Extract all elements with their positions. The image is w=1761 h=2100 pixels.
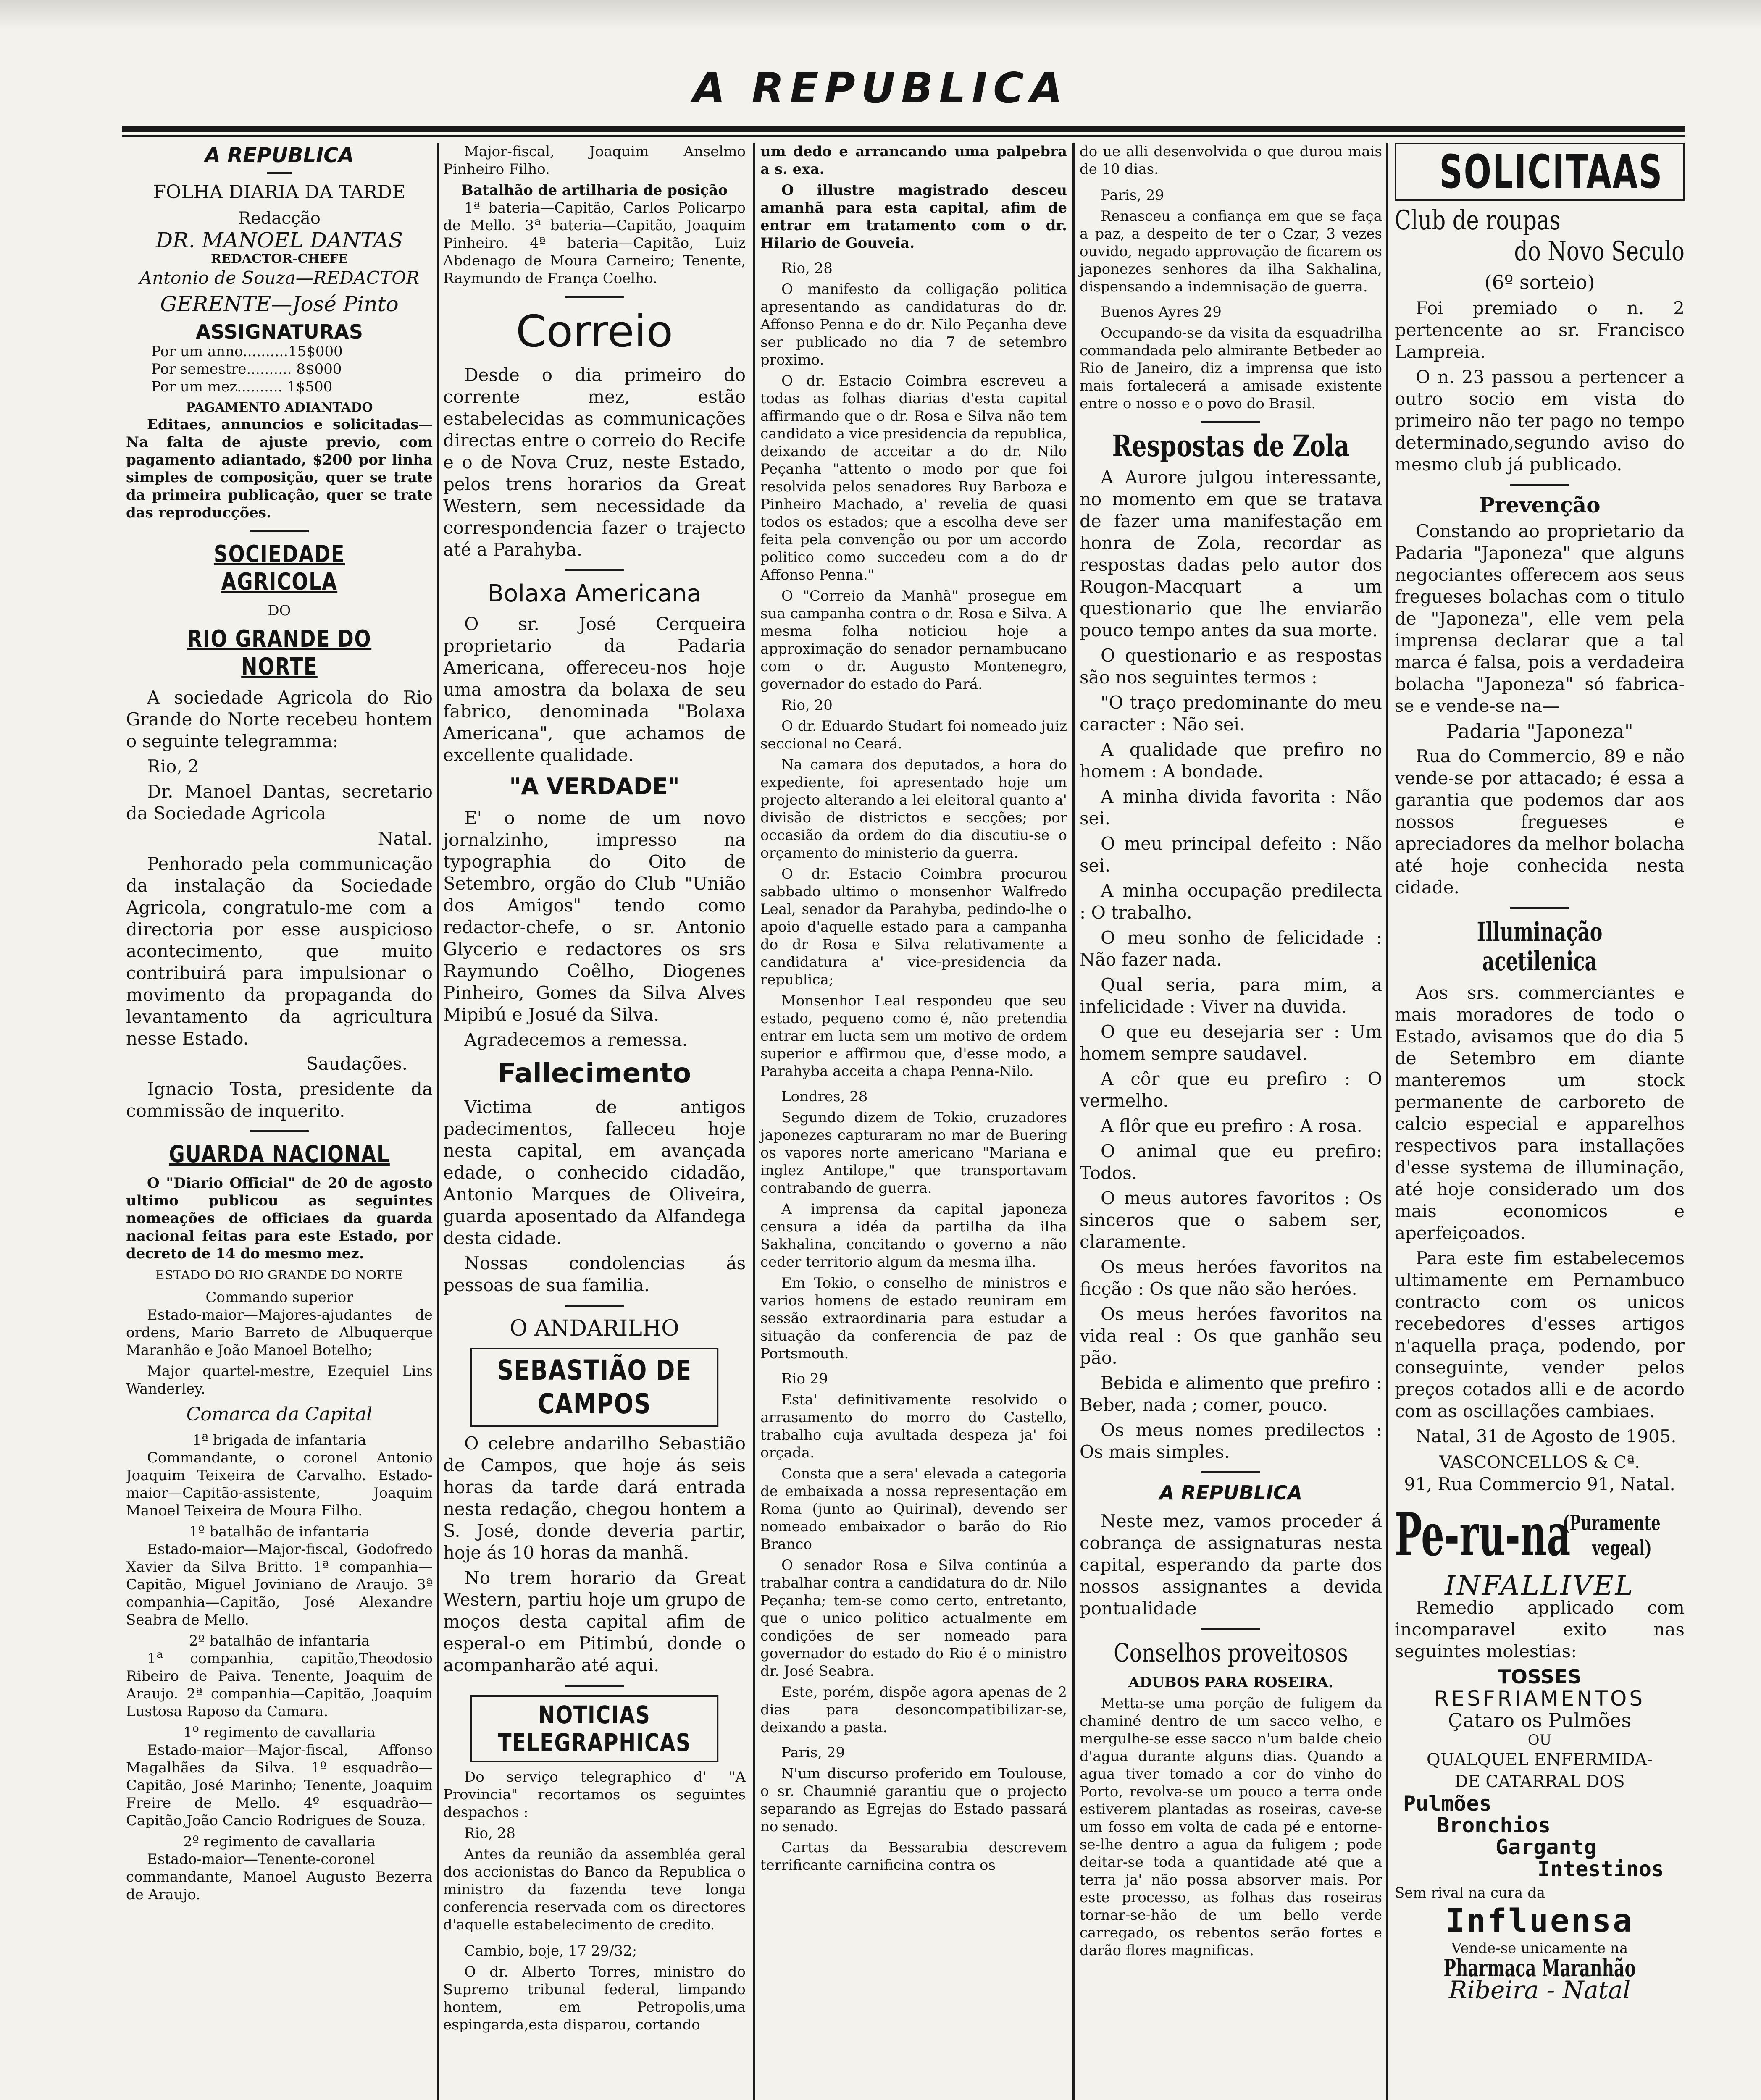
answer-line: A qualidade que prefiro no homem : A bondade. [1080,739,1382,782]
column-3 [756,143,1071,2100]
article-title: Bolaxa Americana [487,580,702,607]
answer-line: "O traço predominante do meu caracter : Não sei. [1080,692,1382,735]
paragraph: Constando ao proprietario da Padaria "Japoneza" que alguns negociantes offerecem aos seus fregueses bolachas com o titulo de "Japoneza", elle vem pela imprensa declarar que a tal marca é falsa, pois a verdadeira bolacha "Japoneza" só fabrica-se e vende-se na— [1395,521,1685,716]
answer-line: Bebida e alimento que prefiro : Beber, nada ; comer, pouco. [1080,1373,1382,1415]
paragraph: Este, porém, dispõe agora apenas de 2 dias para desoncompatibilizar-se, deixando a pasta. [760,1684,1067,1736]
paragraph: Para este fim estabelecemos ultimamente em Pernambuco contracto com os unicos recebedores d'esses artigos n'aquella praça, podendo, por conseguinte, vender pelos preços cotados alli e de acordo com as oscillações cambiaes. [1395,1248,1685,1421]
masthead-rule [122,126,1685,132]
paragraph: Paris, 29 [781,1744,845,1761]
scan-edge [0,0,1761,29]
paragraph: Londres, 28 [781,1088,868,1105]
section-title: SOLICITAAS [1439,145,1664,199]
paragraph: Monsenhor Leal respondeu que seu estado, pequeno como é, não pretendia entrar em lucta sem um motivo de ordem superior e affirmou que, d'esse modo, a Parahyba acceita a chapa Penna-Nilo. [760,992,1067,1080]
paragraph: Antes da reunião da assembléa geral dos accionistas do Banco da Republica o ministro da fazenda teve longa conferencia reservada com os directores d'aquelle estabelecimento de credito. [443,1846,746,1933]
paragraph: O n. 23 passou a pertencer a outro socio em vista do primeiro não ter pago no tempo determinado,segundo aviso do mesmo club já publicado. [1395,367,1685,475]
answer-line: A minha occupação predilecta : O trabalho. [1080,880,1382,923]
answer-line: Os meus heróes favoritos na vida real : Os que ganhão seu pão. [1080,1304,1382,1368]
subheading: 1º regimento de cavallaria [183,1724,376,1741]
paragraph: Foi premiado o n. 2 pertencente ao sr. Francisco Lampreia. [1395,298,1685,362]
divider [565,569,624,571]
address: 91, Rua Commercio 91, Natal. [1404,1474,1675,1494]
paragraph: O manifesto da colligação politica apresentando as candidaturas do dr. Affonso Penna e do dr. Nilo Peçanha deve ser publicado no dia 7 de setembro proximo. [760,281,1067,368]
paragraph: 1ª companhia, capitão,Theodosio Ribeiro de Paiva. Tenente, Joaquim de Araujo. 2ª companhia—Capitão, Joaquim Lustosa Raposo da Camara. [126,1650,433,1720]
paragraph: Do serviço telegraphico d' "A Provincia" recortamos os seguintes despachos : [443,1769,746,1821]
label: PAGAMENTO ADIANTADO [186,400,373,415]
subheading: 2º batalhão de infantaria [189,1633,370,1649]
paragraph: Estado-maior—Major-fiscal, Godofredo Xavier da Silva Britto. 1ª companhia—Capitão, Miguel Joviniano de Araujo. 3ª companhia—Capitão, José Alexandre Seabra de Mello. [126,1541,433,1628]
article-title: SOCIEDADE AGRICOLA [213,541,345,596]
paragraph: Metta-se uma porção de fuligem da chaminé dentro de um sacco velho, e mergulhe-se esse sacco n'um balde cheio d'agua durante alguns dias. Quando a agua tiver tomado a cor do vinho do Porto, revolva-se um pouco a terra onde estiverem plantadas as roseiras, cave-se um fosso em volta de cada pé e entorne-se-lhe dentro a agua da fuligem ; pode deitar-se toda a quantidade até que a terra ja' não possa absorver mais. Por este processo, as folhas das roseiras tornar-se-hão de um bello verde carregado, os rebentos serão fortes e darão flores magnificas. [1080,1695,1382,1959]
signature: VASCONCELLOS & Cª. [1439,1453,1640,1472]
paragraph: O dr. Alberto Torres, ministro do Supremo tribunal federal, limpando hontem, em Petropolis,uma espingarda,esta disparou, cortando [443,1964,746,2033]
paragraph: O "Diario Official" de 20 de agosto ultimo publicou as seguintes nomeações de officiaes da guarda nacional feitas para este Estado, por decreto de 14 do mesmo mez. [126,1175,433,1262]
paragraph: Natal, 31 de Agosto de 1905. [1416,1426,1677,1446]
paragraph: Desde o dia primeiro do corrente mez, estão estabelecidas as communicações directas entre o correio do Recife e o de Nova Cruz, neste Estado, pelos trens horarios da Great Western, sem necessidade da correspondencia fazer o trajecto até a Parahyba. [443,365,746,560]
divider [565,1685,624,1687]
label: Sem rival na cura da [1395,1885,1545,1901]
answer-line: Os meus nomes predilectos : Os mais simples. [1080,1420,1382,1462]
product-note: vegeal) [1592,1536,1652,1560]
divider [1510,907,1569,909]
article-title: O ANDARILHO [510,1316,679,1341]
article-title: NOTICIAS TELEGRAPHICAS [470,1695,718,1762]
article-title: Conselhos proveitosos [1113,1638,1348,1668]
pharmacy-name: Pharmaca Maranhão [1443,1954,1636,1982]
subheading: 1º batalhão de infantaria [189,1523,370,1540]
answer-line: O que eu desejaria ser : Um homem sempre saudavel. [1080,1021,1382,1064]
subheading: Padaria "Japoneza" [1446,720,1633,743]
paragraph: O "Correio da Manhã" prosegue em sua campanha contra o dr. Rosa e Silva. A mesma folha noticiou hoje a approximação do senador pernambucano com o dr. Augusto Montenegro, governador do estado do Pará. [760,588,1067,693]
paragraph: N'um discurso proferido em Toulouse, o sr. Chaumnié garantiu que o projecto separando as Egrejas do Estado passará no senado. [760,1765,1067,1835]
subheading: 1ª brigada de infantaria [192,1432,366,1449]
paragraph: Na camara dos deputados, a hora do expediente, foi apresentado hoje um projecto alterando a lei eleitoral quanto a' divisão de districtos e secções; por occasião da ordem do dia discutiu-se o orçamento do ministerio da guerra. [760,756,1067,861]
paragraph: Rua do Commercio, 89 e não vende-se por attacado; é essa a garantia que podemos dar aos nossos fregueses e apreciadores da melhor bolacha até hoje conhecida nesta cidade. [1395,746,1685,898]
paragraph: Estado-maior—Major-fiscal, Affonso Magalhães da Silva. 1º esquadrão—Capitão, José Marinho; Tenente, Joaquim Freire de Mello. 4º esquadrão—Capitão,João Cancio Rodrigues de Souza. [126,1742,433,1829]
ailment: OU [1527,1732,1552,1748]
paragraph: Em Tokio, o conselho de ministros e varios homens de estado reuniram em sessão extraordinaria para estudar a situação da conferencia de paz de Portsmouth. [760,1275,1067,1362]
article-title: do Novo Seculo [1514,236,1685,267]
paragraph: do ue alli desenvolvida o que durou mais de 10 dias. [1080,143,1382,178]
ailment: DE CATARRAL DOS [1454,1772,1625,1791]
article-title: SEBASTIÃO DE CAMPOS [470,1348,718,1427]
masthead: A REPUBLICA [693,63,1068,113]
peruna-ad-title [1395,1501,1685,1575]
paragraph: Major quartel-mestre, Ezequiel Lins Wanderley. [126,1363,433,1397]
paragraph: Esta' definitivamente resolvido o arrasamento do morro do Castello, trabalho cuja avultada despeza ja' foi orçada. [760,1391,1067,1461]
article-title: "A VERDADE" [509,773,680,800]
article-title: A REPUBLICA [1159,1481,1303,1504]
label: REDACTOR-CHEFE [210,252,348,266]
paragraph: Aos srs. commerciantes e mais moradores de todo o Estado, avisamos que do dia 5 de Setembro em diante manteremos um stock permanente de carboreto de calcio especial e apparelhos respectivos para installações d'esse systema de illuminação, até hoje considerado um dos mais economicos e aperfeiçoados. [1395,982,1685,1243]
paragraph: O sr. José Cerqueira proprietario da Padaria Americana, offereceu-nos hoje uma amostra da bolaxa de seu fabrico, denominada "Bolaxa Americana", que achamos de excellente qualidade. [443,614,746,765]
price-line: Por um mez.......... 1$500 [151,378,333,395]
ailment: RESFRIAMENTOS [1434,1686,1645,1711]
section-title: A REPUBLICA [205,144,354,167]
paragraph: O dr. Estacio Coimbra procurou sabbado ultimo o monsenhor Walfredo Leal, senador da Parahyba, pedindo-lhe o apoio d'aquelle estado para a campanha do dr Rosa e Silva relativamente a candidatura a' vice-presidencia da republica; [760,866,1067,988]
article-title: Fallecimento [497,1058,691,1089]
paragraph: Remedio applicado com incomparavel exito nas seguintes molestias: [1395,1597,1685,1662]
paragraph: 1ª bateria—Capitão, Carlos Policarpo de Mello. 3ª bateria—Capitão, Joaquim Pinheiro. 4ª bateria—Capitão, Luiz Abdenago de Moura Carneiro; Tenente, Raymundo de França Coelho. [443,200,746,287]
ailment: Bronchios [1437,1813,1551,1838]
article-title: Respostas de Zola [1112,428,1350,463]
article-title: Prevenção [1479,493,1601,517]
product-name: Pe-ru-na [1395,1501,1571,1570]
paragraph: Rio 29 [781,1370,828,1387]
paragraph: O illustre magistrado desceu amanhã para esta capital, afim de entrar em tratamento com o dr. Hilario de Gouveia. [760,182,1067,252]
ailment: Çataro os Pulmões [1448,1709,1632,1732]
article-title: DO [268,602,291,619]
paragraph: Dr. Manoel Dantas, secretario da Sociedade Agricola [126,781,433,824]
paragraph: Nossas condolencias ás pessoas de sua familia. [443,1253,746,1295]
paragraph: A sociedade Agricola do Rio Grande do Norte recebeu hontem o seguinte telegramma: [126,687,433,751]
paragraph: A imprensa da capital japoneza censura a idéa da partilha da ilha Sakhalina, concitando o governo a não ceder territorio algum da mesma ilha. [760,1201,1067,1270]
column-2 [439,143,750,2100]
divider [1510,484,1569,486]
solicitadas-box [1395,143,1685,201]
subheading: Commando superior [205,1289,353,1306]
divider [1201,421,1260,423]
ailment: Influensa [1446,1902,1634,1939]
manager-name: GERENTE—José Pinto [160,292,399,316]
paragraph: Segundo dizem de Tokio, cruzadores japonezes capturaram no mar de Buering os vapores norte americano "Mariana e inglez Antilope," que transportavam contrabando de guerra. [760,1109,1067,1197]
paragraph: Rio, 20 [781,697,833,714]
ailment: QUALQUEL ENFERMIDA- [1426,1750,1653,1769]
paragraph: Consta que a sera' elevada a categoria de embaixada a nossa representação em Roma (junto ao Quirinal), devendo ser nomeado embaixador o barão do Rio Branco [760,1465,1067,1553]
paragraph: Ignacio Tosta, presidente da commissão de inquerito. [126,1079,433,1121]
article-title: Club de roupas [1395,205,1561,236]
paragraph: Editaes, annuncios e solicitadas—Na falta de ajuste previo, com pagamento adiantado, $200 por linha simples de composição, quer se trate da primeira publicação, quer se trate das reproducções. [126,416,433,521]
article-title: Correio [515,306,673,357]
paragraph: O dr. Estacio Coimbra escreveu a todas as folhas diarias d'esta capital affirmando que o dr. Rosa e Silva não tem candidato a vice presidencia da republica, deixando de acceitar a do dr. Nilo Peçanha "attento o modo por que foi resolvida pelos senadores Ruy Barboza e Pinheiro Machado, a' revelia de quasi todos os estados; que a escolha deve ser feita pela convenção ou por um accordo politico como succedeu com a do dr Affonso Penna." [760,373,1067,583]
paragraph: O celebre andarilho Sebastião de Campos, que hoje ás seis horas da tarde dará entrada nesta redação, chegou hontem a S. José, donde deveria partir, hoje ás 10 horas da manhã. [443,1433,746,1563]
editor-name: Antonio de Souza—REDACTOR [139,268,420,288]
divider [565,1305,624,1307]
article-title: GUARDA NACIONAL [169,1141,390,1168]
paragraph: Commandante, o coronel Antonio Joaquim Teixeira de Carvalho. Estado-maior—Capitão-assistente, Joaquim Manoel Teixeira de Moura Filho. [126,1449,433,1519]
subheading: Batalhão de artilharia de posição [461,182,728,199]
answer-line: Qual seria, para mim, a infelicidade : Viver na duvida. [1080,974,1382,1017]
slogan: INFALLIVEL [1444,1570,1635,1601]
paragraph: Agradecemos a remessa. [464,1029,688,1050]
paragraph: Renasceu a confiança em que se faça a paz, a despeito de ter o Czar, 3 vezes ouvido, negado approvação de ficarem os japonezes senhores da ilha Sakhalina, dispensando a indemnisação de guerra. [1080,208,1382,295]
paragraph: O dr. Eduardo Studart foi nomeado juiz seccional no Ceará. [760,718,1067,752]
price-line: Por um anno..........15$000 [151,343,343,360]
paragraph: Occupando-se da visita da esquadrilha commandada pelo almirante Betbeder ao Rio de Janeiro, diz a imprensa que isto mais fortalecerá a amisade existente entre o nosso e o povo do Brasil. [1080,325,1382,412]
paragraph: Saudações. [306,1053,407,1074]
paragraph: Buenos Ayres 29 [1101,304,1222,320]
ailment: TOSSES [1498,1665,1582,1688]
paragraph: O senador Rosa e Silva continúa a trabalhar contra a candidatura do dr. Nilo Peçanha; tem-se como certo, entretanto, que o unico politico actualmente em condições de ser nomeado para governador do estado do Rio é o ministro dr. José Seabra. [760,1557,1067,1680]
answer-line: Os meus heróes favoritos na ficção : Os que não são heróes. [1080,1257,1382,1299]
masthead-rule-thin [122,135,1685,137]
paragraph: Penhorado pela communicação da instalação da Sociedade Agricola, congratulo-me com a directoria por esse auspicioso acontecimento, que muito contribuirá para impulsionar o movimento da propaganda do levantamento da agricultura nesse Estado. [126,853,433,1049]
divider [250,1130,309,1132]
paragraph: um dedo e arrancando uma palpebra a s. exa. [760,143,1067,178]
divider [1201,1471,1260,1473]
paragraph: Paris, 29 [1101,187,1164,204]
subheading: ADUBOS PARA ROSEIRA. [1128,1674,1333,1691]
label: Redacção [238,209,321,228]
column-rule [753,143,755,2100]
answer-line: A côr que eu prefiro : O vermelho. [1080,1068,1382,1111]
divider [267,172,292,174]
subheading: (6º sorteio) [1484,271,1595,294]
ailment: Pulmões [1403,1791,1492,1816]
paragraph: Rio, 2 [147,756,199,777]
editor-name: DR. MANOEL DANTAS [155,228,403,252]
column-1 [126,143,437,2100]
paragraph: Estado-maior—Tenente-coronel commandante, Manoel Augusto Bezerra de Araujo. [126,1851,433,1903]
divider [1201,1628,1260,1630]
column-rule [1072,143,1075,2100]
divider [250,530,309,532]
paragraph: Estado-maior—Majores-ajudantes de ordens, Mario Barreto de Albuquerque Maranhão e João Manoel Botelho; [126,1307,433,1359]
paragraph: Neste mez, vamos proceder á cobrança de assignaturas nesta capital, esperando da parte dos nossos assignantes a devida pontualidade [1080,1511,1382,1619]
article-title: RIO GRANDE DO NORTE [187,625,372,680]
ailment: Gargantg [1496,1835,1597,1859]
paragraph: Natal. [378,828,433,849]
label: Vende-se unicamente na [1451,1940,1628,1957]
column-4 [1075,143,1386,2100]
column-5 [1386,143,1685,2100]
paragraph: A Aurore julgou interessante, no momento em que se tratava de fazer uma manifestação em honra de Zola, recordar as respostas dadas pelo autor dos Rougon-Macquart a um questionario que lhe enviarão pouco tempo antes da sua morte. [1080,467,1382,640]
divider [565,296,624,298]
answer-line: A flôr que eu prefiro : A rosa. [1101,1116,1362,1136]
answer-line: A minha divida favorita : Não sei. [1080,786,1382,829]
paragraph: Rio, 28 [464,1825,515,1842]
pharmacy-address: Ribeira - Natal [1448,1976,1631,2004]
paragraph: E' o nome de um novo jornalzinho, impresso na typographia do Oito de Setembro, orgão do Club "União dos Amigos" tendo como redactor-chefe, o sr. Antonio Glycerio e redactores os srs Raymundo Coêlho, Diogenes Pinheiro, Gomes da Silva Alves Mipibú e Josué da Silva. [443,808,746,1025]
paragraph: Major-fiscal, Joaquim Anselmo Pinheiro Filho. [443,143,746,178]
price-line: Por semestre.......... 8$000 [151,361,342,378]
paragraph: Rio, 28 [781,260,833,277]
subscriptions-title: ASSIGNATURAS [195,320,363,343]
subtitle: FOLHA DIARIA DA TARDE [153,181,406,203]
paragraph: Victima de antigos padecimentos, falleceu hoje nesta capital, em avançada edade, o conhecido cidadão, Antonio Marques de Oliveira, guarda aposentado da Alfandega desta cidade. [443,1097,746,1248]
paragraph: O questionario e as respostas são nos seguintes termos : [1080,645,1382,688]
answer-line: O meu principal defeito : Não sei. [1080,833,1382,876]
subheading: ESTADO DO RIO GRANDE DO NORTE [155,1268,404,1283]
paragraph: Cartas da Bessarabia descrevem terrificante carnificina contra os [760,1839,1067,1874]
answer-line: O meus autores favoritos : Os sinceros que o sabem ser, claramente. [1080,1188,1382,1252]
paragraph: No trem horario da Great Western, partiu hoje um grupo de moços desta capital afim de esperal-o em Pitimbú, donde o acompanharão até aqui. [443,1567,746,1675]
ailment: Intestinos [1538,1857,1664,1881]
answer-line: O meu sonho de felicidade : Não fazer nada. [1080,927,1382,970]
paragraph: Cambio, boje, 17 29/32; [464,1942,637,1959]
article-title: Illuminação acetilenica [1477,916,1603,976]
answer-line: O animal que eu prefiro: Todos. [1080,1141,1382,1183]
product-note: (Puramente [1563,1510,1661,1535]
subheading: 2º regimento de cavallaria [183,1833,376,1850]
subheading: Comarca da Capital [186,1404,373,1425]
